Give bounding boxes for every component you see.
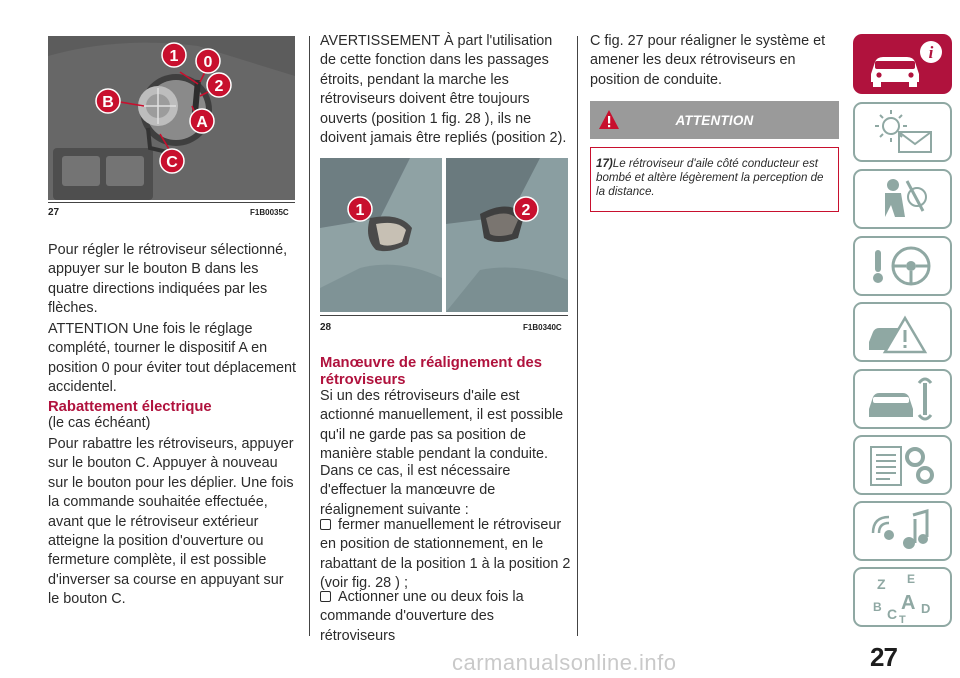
svg-text:C: C [166,154,178,171]
car-info-icon [853,34,952,94]
bullet-square-icon [320,591,331,602]
mirror-positions-illustration [320,158,568,312]
fig27-callout-0 [196,49,220,73]
col1-paragraph-folding: Pour rabattre les rétroviseurs, appuyer sur le bouton C. Appuyer à nouveau sur le bouton pour les déplier. Une fois la commande souhaitée effectuée, avant que le rétroviseur extérieur atteigne la position d'ouverture ou fermeture complète, il est possible d'inverser sa course en appuyant sur le bouton C. [48,436,294,608]
figure-27-mirror-control [48,36,295,200]
col1-heading-electric-folding: Rabattement électrique [48,399,212,415]
column-divider-2 [577,36,578,636]
fig28-callout-2 [514,197,538,221]
sidebar-tab-car-info[interactable] [853,34,952,94]
technical-data-icon [855,437,950,493]
col2-bullet-close-mirror: fermer manuellement le rétroviseur en position de stationnement, en le rabattant de la position 1 à la position 2 (voir fig. 28 ) ; [320,517,571,592]
fig27-callout-1 [162,43,186,67]
index-icon [855,569,950,625]
sidebar-tab-safety[interactable] [853,169,952,229]
maintenance-icon [855,371,950,427]
svg-text:1: 1 [355,202,365,219]
page-number: 27 [870,642,897,672]
fig27-callout-2 [207,73,231,97]
svg-text:Z: Z [877,576,886,592]
svg-text:T: T [899,614,906,625]
attention-header [590,101,839,139]
fig28-callout-1 [348,197,372,221]
sidebar-tab-index[interactable] [853,567,952,627]
figure-27-number: 27 [48,207,60,218]
col1-paragraph-adjust: Pour régler le rétroviseur sélectionné, appuyer sur le bouton B dans les quatre directions indiquées par les flèches. [48,242,288,317]
col1-paragraph-attention: ATTENTION Une fois le réglage complété, tourner le dispositif A en position 0 pour éviter tout déplacement accidentel. [48,321,296,396]
col2-paragraph-procedure: Dans ce cas, il est nécessaire d'effectuer la manœuvre de réalignement suivante : [320,463,511,518]
sidebar-tab-warning-lights[interactable] [853,102,952,162]
emergency-icon [855,304,950,360]
sidebar-tab-steering[interactable] [853,236,952,296]
fig27-callout-C [160,149,184,173]
figure-28-code: F1B0340C [523,323,562,332]
svg-text:2: 2 [521,202,531,219]
svg-text:C: C [887,606,898,622]
svg-text:0: 0 [203,54,213,71]
col3-paragraph-realign: C fig. 27 pour réaligner le système et amener les deux rétroviseurs en position de conduite. [590,33,826,88]
svg-text:2: 2 [214,78,224,95]
figure-27-code: F1B0035C [250,208,289,217]
svg-text:B: B [873,600,882,614]
column-divider-1 [309,36,310,636]
sidebar-tab-emergency[interactable] [853,302,952,362]
svg-text:A: A [196,114,208,131]
bullet-square-icon [320,519,331,530]
warning-lights-icon [855,104,950,160]
watermark-text: carmanualsonline.info [452,650,677,675]
fig27-callout-B [96,89,120,113]
svg-text:E: E [907,572,916,586]
col2-bullet-activate: Actionner une ou deux fois la commande d'ouverture des rétroviseurs [320,589,524,644]
multimedia-icon [855,503,950,559]
figure-28-mirror-positions [320,158,568,312]
sidebar-tab-maintenance[interactable] [853,369,952,429]
figure-28-rule [320,315,568,316]
col2-heading-realignment: Manœuvre de réalignement des rétroviseurs [320,355,543,388]
svg-text:1: 1 [169,48,179,65]
sidebar-tab-multimedia[interactable] [853,501,952,561]
sidebar-tab-technical-data[interactable] [853,435,952,495]
steering-wheel-icon [855,238,950,294]
attention-note-number: 17) [596,157,613,170]
attention-title: ATTENTION [675,113,754,128]
col1-subheading: (le cas échéant) [48,415,151,431]
svg-text:A: A [901,592,916,614]
attention-note-text: 17)Le rétroviseur d'aile côté conducteur est bombé et altère légèrement la perception de la distance. [596,157,824,198]
mirror-control-illustration [48,36,295,200]
svg-text:B: B [102,94,114,111]
col2-paragraph-warning: AVERTISSEMENT À part l'utilisation de cette fonction dans les passages étroits, pendant la marche les rétroviseurs doivent être toujours ouverts (position 1 fig. 28 ), ils ne doivent jamais être repliés (position 2). [320,33,567,147]
figure-28-number: 28 [320,322,332,333]
svg-text:D: D [921,601,931,616]
safety-icon [855,171,950,227]
fig27-callout-A [190,109,214,133]
figure-27-rule [48,202,295,203]
col2-paragraph-manual: Si un des rétroviseurs d'aile est actionné manuellement, il est possible qu'il ne garde pas sa position de manière stable pendant la conduite. [320,388,564,463]
svg-text:i: i [928,43,934,62]
attention-note-box [590,147,839,212]
